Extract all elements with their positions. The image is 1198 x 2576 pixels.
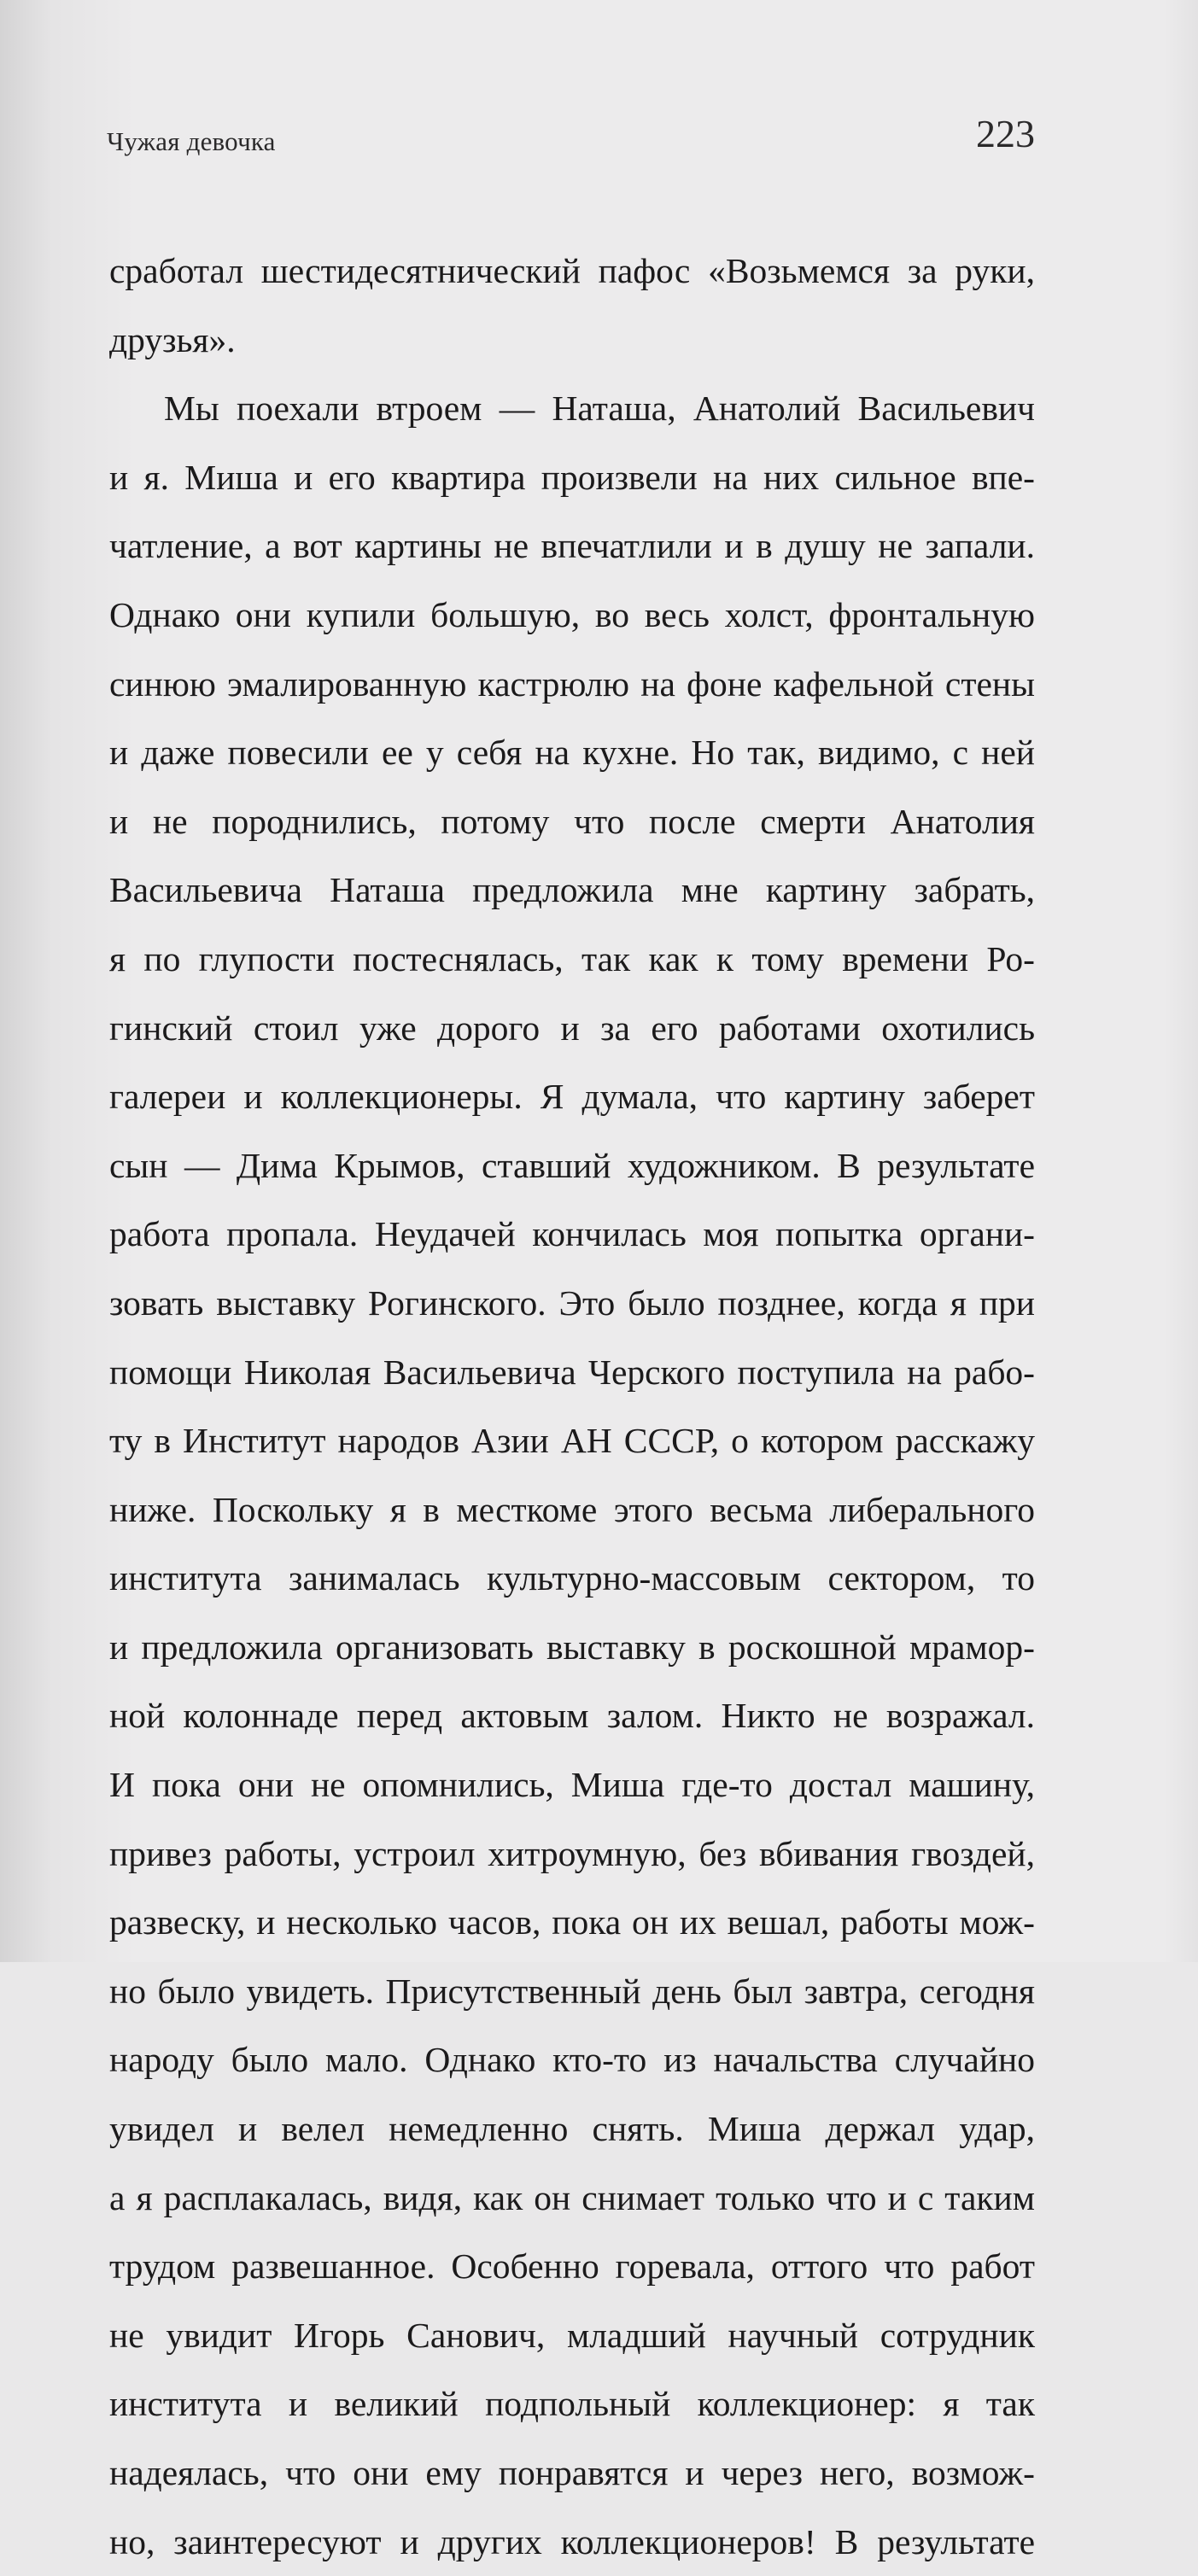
text-line: и даже повесили ее у себя на кухне. Но так, видимо, с ней xyxy=(109,733,1035,773)
text-line: я по глупости постеснялась, так как к тому времени Ро- xyxy=(109,938,1035,978)
text-line: института занималась культурно-массовым сектором, то xyxy=(109,1558,1035,1598)
text-line: галереи и коллекционеры. Я думала, что картину заберет xyxy=(109,1077,1035,1117)
text-line: народу было мало. Однако кто-то из начальства случайно xyxy=(109,2040,1035,2080)
text-line: сын — Дима Крымов, ставший художником. В результате xyxy=(109,1145,1035,1185)
text-line: но было увидеть. Присутственный день был завтра, сегодня xyxy=(109,1971,1035,2011)
text-line: и я. Миша и его квартира произвели на них сильное впе- xyxy=(109,457,1035,497)
text-line: И пока они не опомнились, Миша где-то достал машину, xyxy=(109,1765,1035,1805)
text-line: развеску, и несколько часов, пока он их вешал, работы мож- xyxy=(109,1902,1035,1942)
text-line: гинский стоил уже дорого и за его работами охотились xyxy=(109,1008,1035,1048)
text-line: а я расплакалась, видя, как он снимает только что и с таким xyxy=(109,2177,1035,2217)
text-line: но, заинтересуют и других коллекционеров! В результате xyxy=(109,2521,1035,2561)
text-line: привез работы, устроил хитроумную, без вбивания гвоздей, xyxy=(109,1833,1035,1873)
text-line: чатление, а вот картины не впечатлили и в душу не запали. xyxy=(109,526,1035,566)
text-line: трудом развешанное. Особенно горевала, оттого что работ xyxy=(109,2246,1035,2287)
running-title: Чужая девочка xyxy=(107,126,276,156)
text-line: и предложила организовать выставку в роскошной мрамор- xyxy=(109,1627,1035,1667)
text-line: и не породнились, потому что после смерти Анатолия xyxy=(109,801,1035,841)
text-line: помощи Николая Васильевича Черского поступила на рабо- xyxy=(109,1352,1035,1392)
text-line: зовать выставку Рогинского. Это было позднее, когда я при xyxy=(109,1282,1035,1323)
text-line: надеялась, что они ему понравятся и через него, возмож- xyxy=(109,2453,1035,2492)
text-line: сработал шестидесятнический пафос «Возьмемся за руки, xyxy=(109,251,1035,290)
text-line: Мы поехали втроем — Наташа, Анатолий Васильевич xyxy=(164,388,1035,429)
text-line: Однако они купили большую, во весь холст, фронтальную xyxy=(109,594,1035,634)
body-text xyxy=(109,237,1035,2576)
text-line: увидел и велел немедленно снять. Миша держал удар, xyxy=(109,2109,1035,2149)
text-line: друзья». xyxy=(109,319,236,359)
text-line: института и великий подпольный коллекционер: я так xyxy=(109,2384,1035,2424)
text-line: работа пропала. Неудачей кончилась моя попытка органи- xyxy=(109,1214,1035,1254)
text-line: синюю эмалированную кастрюлю на фоне кафельной стены xyxy=(109,663,1035,704)
text-line: не увидит Игорь Санович, младший научный сотрудник xyxy=(109,2315,1035,2355)
text-line: ту в Институт народов Азии АН СССР, о котором расскажу xyxy=(109,1421,1035,1461)
text-line: Васильевича Наташа предложила мне картину забрать, xyxy=(109,870,1035,910)
text-line: ниже. Поскольку я в месткоме этого весьма либерального xyxy=(109,1489,1035,1529)
text-line: ной колоннаде перед актовым залом. Никто не возражал. xyxy=(109,1696,1035,1736)
page-number: 223 xyxy=(976,112,1035,155)
